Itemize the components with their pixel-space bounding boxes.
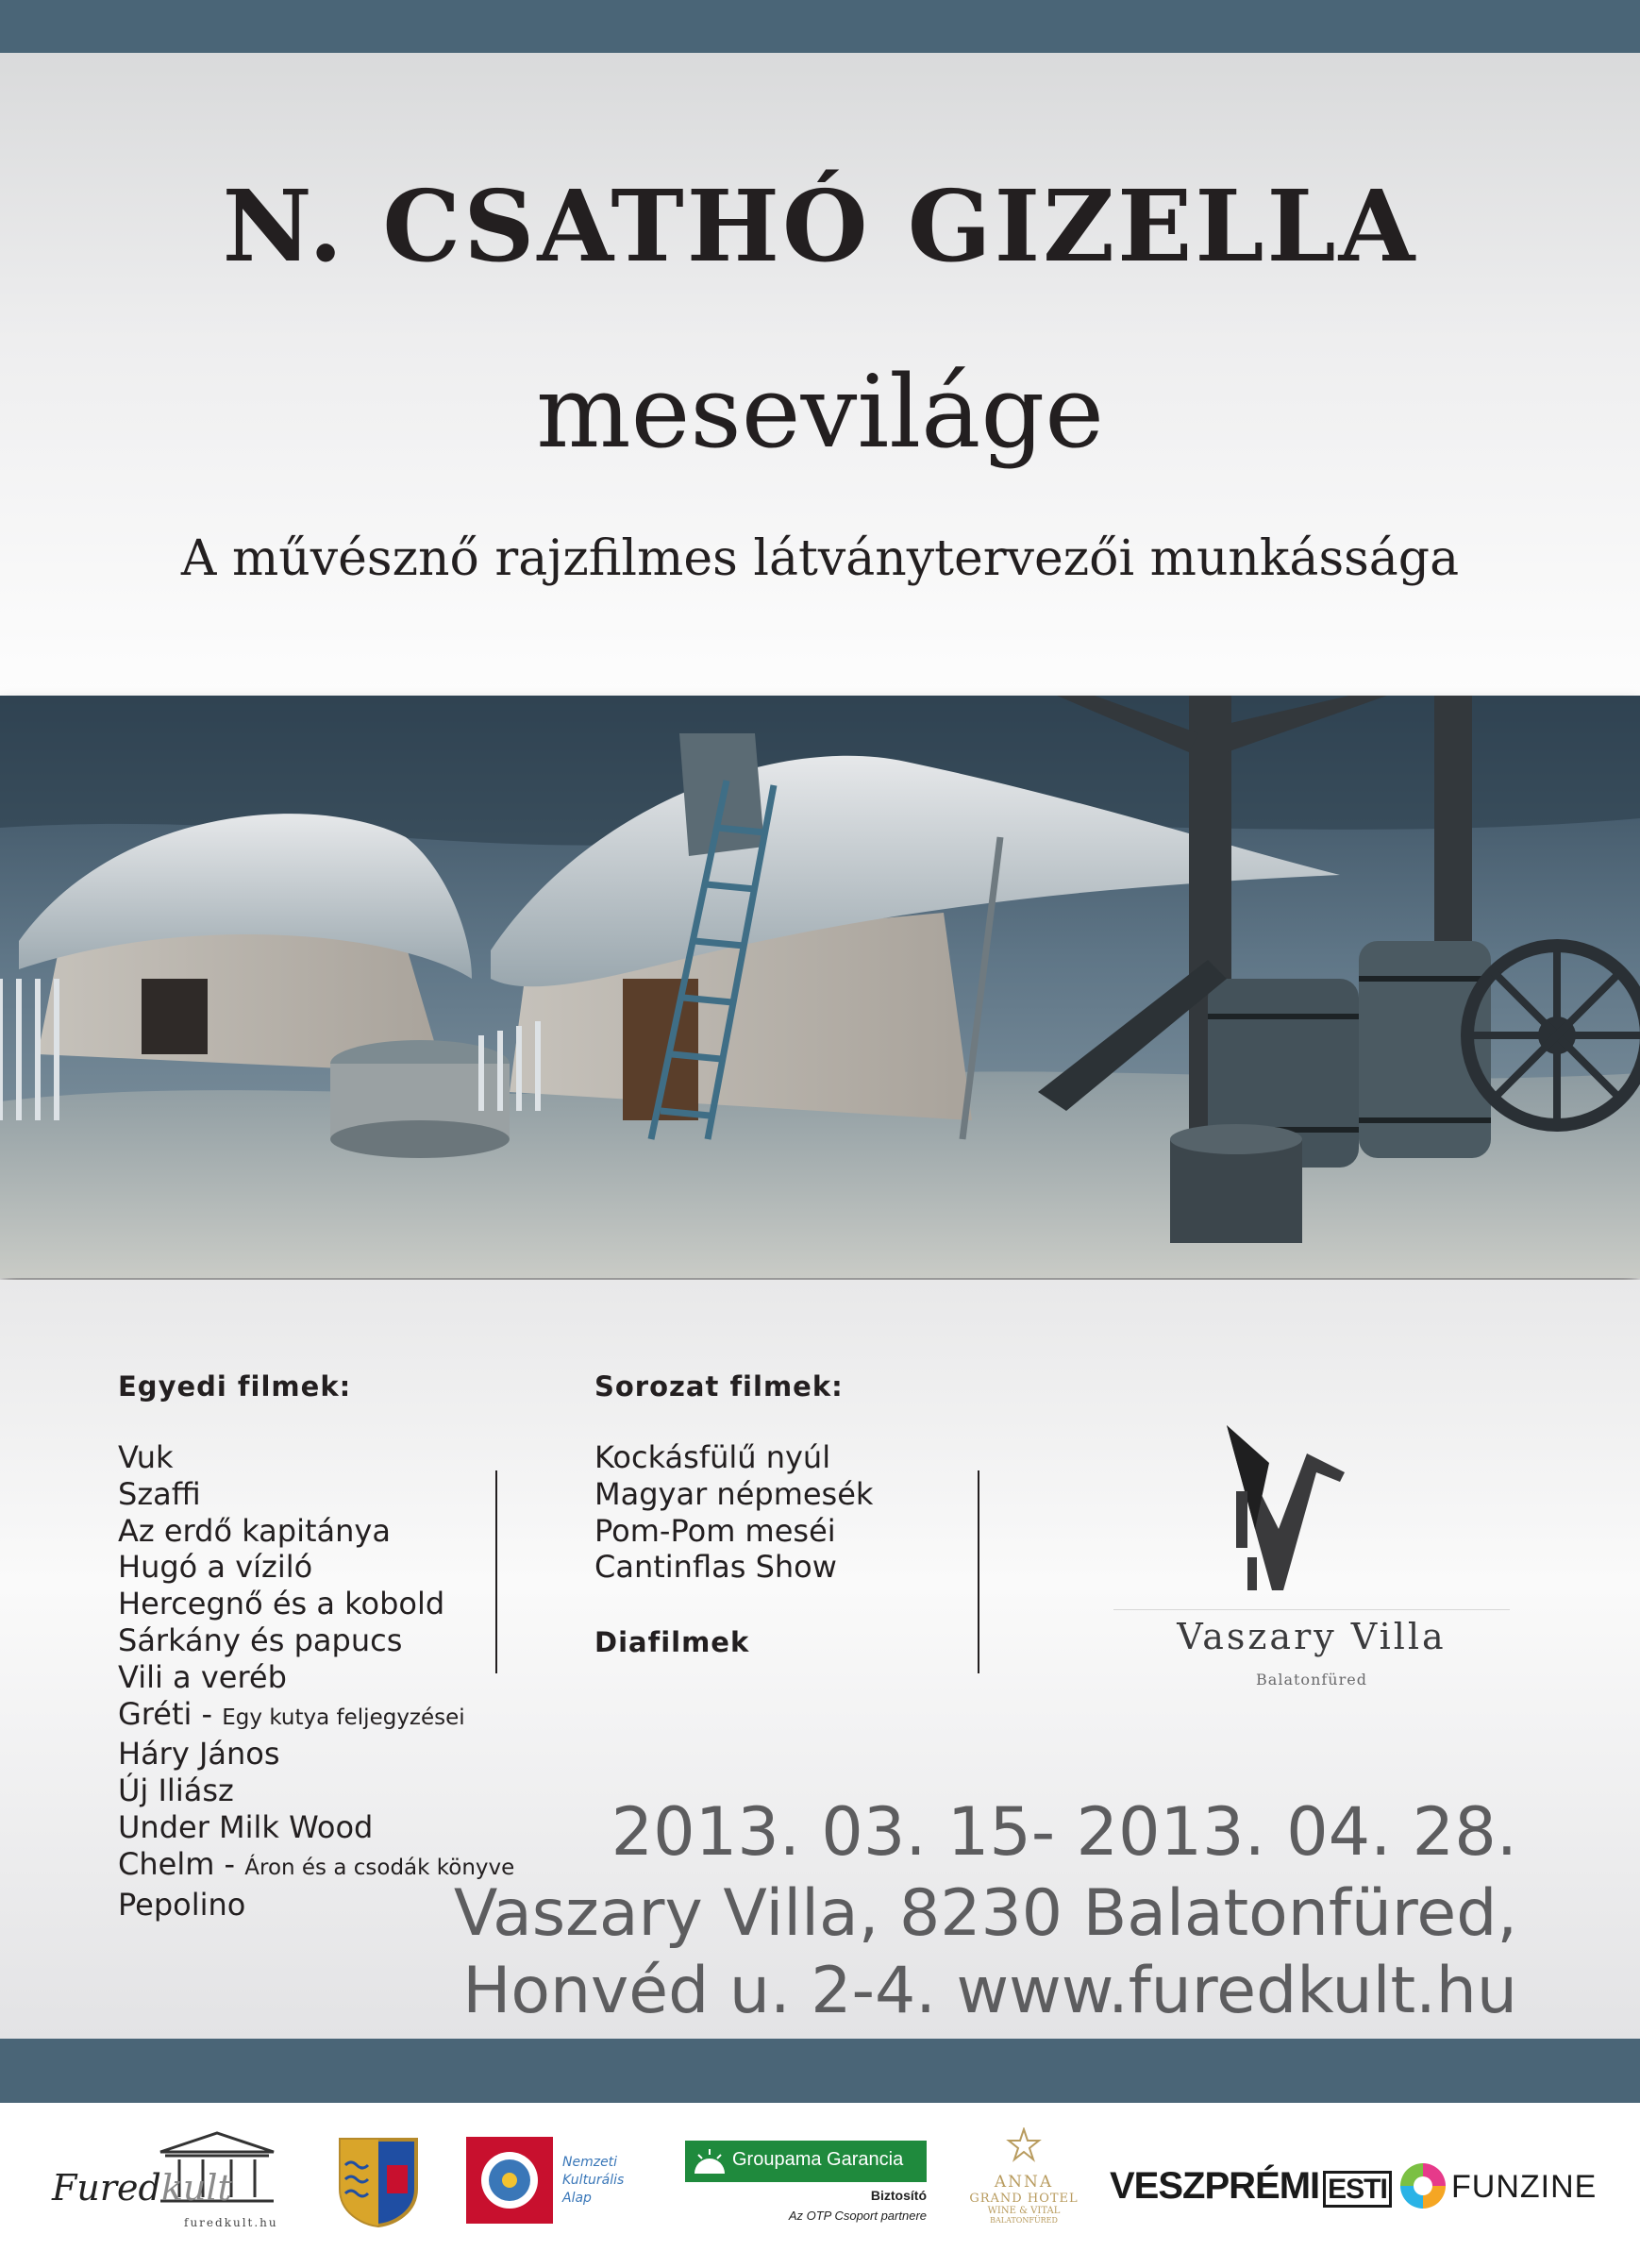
vaszary-villa-logo	[1113, 1416, 1510, 1708]
funzine-logo[interactable]	[1397, 2159, 1598, 2216]
furedkult-name: Fured	[52, 2167, 161, 2209]
nka-line1: Nemzeti	[562, 2155, 618, 2170]
list-item: Chelm - Áron és a csodák könyve	[118, 1845, 515, 1882]
veszpremi-name: VESZPRÉMI	[1110, 2165, 1320, 2207]
groupama-name: Groupama Garancia	[732, 2149, 904, 2170]
list-item: Hugó a víziló	[118, 1549, 313, 1586]
list-item: Kockásfülű nyúl	[594, 1439, 831, 1475]
funzine-name: FUNZINE	[1451, 2169, 1598, 2205]
list-item: Új Iliász	[118, 1772, 234, 1809]
individual-films-heading: Egyedi filmek:	[118, 1370, 352, 1403]
bottom-band	[0, 2039, 1640, 2103]
column-divider-2	[978, 1470, 979, 1673]
slide-films-heading: Diafilmek	[594, 1626, 750, 1658]
list-item: Pom-Pom meséi	[594, 1512, 836, 1549]
event-address-line2: Honvéd u. 2-4. www.furedkult.hu	[462, 1954, 1517, 2028]
individual-films-list	[118, 1439, 514, 1923]
groupama-logo[interactable]	[685, 2141, 930, 2235]
anna-line3: WINE & VITAL	[987, 2206, 1061, 2216]
list-item: Under Milk Wood	[118, 1808, 374, 1845]
anna-grand-hotel-logo[interactable]	[962, 2127, 1085, 2245]
anna-line2: GRAND HOTEL	[969, 2192, 1079, 2206]
list-item: Az erdő kapitánya	[118, 1512, 391, 1549]
vaszary-villa-place: Balatonfüred	[1256, 1671, 1367, 1688]
top-band	[0, 0, 1640, 53]
nka-line3: Alap	[562, 2191, 592, 2206]
series-films-heading: Sorozat filmek:	[594, 1370, 844, 1403]
furedkult-logo[interactable]	[52, 2131, 288, 2235]
furedkult-url: furedkult.hu	[184, 2216, 278, 2229]
anna-line4: BALATONFÜRED	[990, 2216, 1058, 2225]
event-dates: 2013. 03. 15- 2013. 04. 28.	[611, 1793, 1517, 1871]
furedkult-name-suffix: kult	[160, 2167, 232, 2209]
vaszary-villa-name: Vaszary Villa	[1177, 1616, 1447, 1657]
exhibition-subtitle: meseviláge	[536, 354, 1104, 470]
list-item: Hercegnő és a kobold	[118, 1586, 445, 1622]
vaszary-v-emblem-icon	[1113, 1416, 1510, 1604]
list-item: Sárkány és papucs	[118, 1621, 403, 1658]
list-item: Vuk	[118, 1439, 174, 1475]
nka-emblem-icon	[466, 2137, 553, 2224]
groupama-sub: Biztosító	[870, 2188, 927, 2203]
nka-logo[interactable]	[466, 2137, 655, 2231]
balatonfured-coat-of-arms-icon[interactable]	[338, 2137, 419, 2227]
exhibition-tagline: A művésznő rajzfilmes látványtervezői munkássága	[180, 530, 1460, 587]
column-divider-1	[495, 1470, 497, 1673]
cartoon-background-painting	[0, 696, 1640, 1278]
veszpremi-esti-logo[interactable]	[1110, 2165, 1392, 2208]
list-item: Vili a veréb	[118, 1658, 287, 1695]
crown-star-icon	[1005, 2127, 1043, 2169]
list-item: Pepolino	[118, 1886, 246, 1923]
list-item: Szaffi	[118, 1475, 201, 1512]
funzine-swirl-icon	[1397, 2159, 1449, 2212]
event-address-line1: Vaszary Villa, 8230 Balatonfüred,	[453, 1876, 1517, 1951]
groupama-sun-icon	[693, 2147, 727, 2176]
esti-badge: ESTI	[1323, 2171, 1392, 2208]
list-item: Magyar népmesék	[594, 1475, 874, 1512]
list-item: Cantinflas Show	[594, 1549, 837, 1586]
list-item: Háry János	[118, 1736, 280, 1772]
list-item: Gréti - Egy kutya feljegyzései	[118, 1695, 465, 1732]
groupama-partner: Az OTP Csoport partnere	[788, 2209, 927, 2223]
anna-line1: ANNA	[994, 2173, 1054, 2192]
sponsor-footer	[0, 2103, 1640, 2268]
series-films-list	[594, 1439, 873, 1586]
artist-name: N. CSATHÓ GIZELLA	[222, 168, 1418, 284]
nka-line2: Kulturális	[562, 2173, 625, 2188]
